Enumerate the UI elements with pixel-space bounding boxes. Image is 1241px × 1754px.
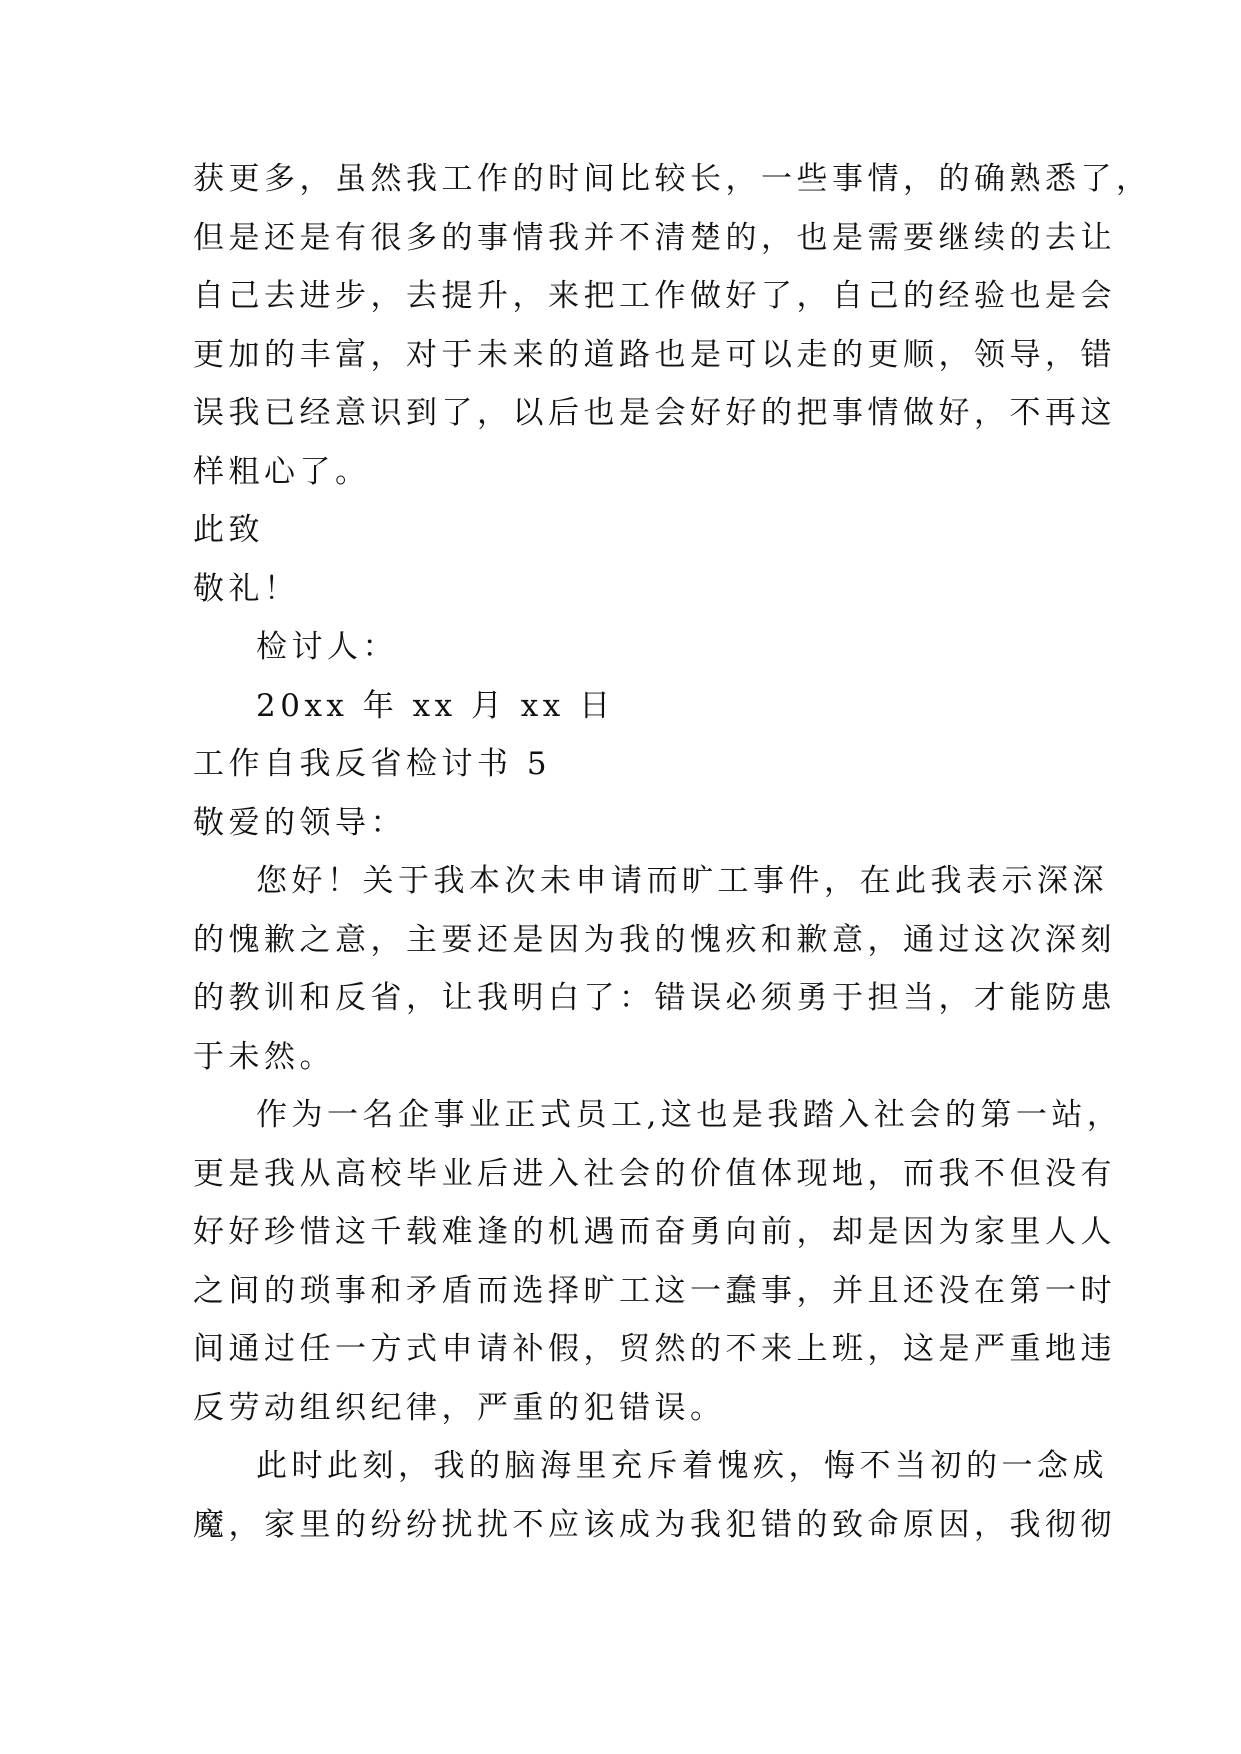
text-line: 魔，家里的纷纷扰扰不应该成为我犯错的致命原因，我彻彻 [193,1506,1116,1543]
signature-label: 检讨人： [256,629,398,665]
text-line: 更是我从高校毕业后进入社会的价值体现地，而我不但没有 [193,1155,1116,1192]
text-line: 获更多，虽然我工作的时间比较长，一些事情，的确熟悉了， [193,161,1152,197]
text-line: 间通过任一方式申请补假，贸然的不来上班，这是严重地违 [193,1331,1116,1367]
text-line: 的教训和反省，让我明白了：错误必须勇于担当，才能防患 [193,980,1116,1016]
date-line: 20xx 年 xx 月 xx 日 [256,687,615,724]
text-line: 您好！关于我本次未申请而旷工事件，在此我表示深深 [256,863,1108,899]
text-line: 于未然。 [193,1038,335,1075]
section-title: 工作自我反省检讨书 5 [193,746,552,782]
text-line: 此时此刻，我的脑海里充斥着愧疚，悔不当初的一念成 [256,1448,1108,1484]
text-line: 的愧歉之意，主要还是因为我的愧疚和歉意，通过这次深刻 [193,921,1116,958]
text-line: 样粗心了。 [193,453,371,490]
text-line: 自己去进步，去提升，来把工作做好了，自己的经验也是会 [193,278,1116,314]
text-line: 之间的琐事和矛盾而选择旷工这一蠢事，并且还没在第一时 [193,1272,1116,1309]
text-line: 反劳动组织纪律，严重的犯错误。 [193,1389,726,1426]
salutation-line: 敬礼！ [193,570,300,607]
text-line: 但是还是有很多的事情我并不清楚的，也是需要继续的去让 [193,219,1116,256]
text-line: 更加的丰富，对于未来的道路也是可以走的更顺，领导，错 [193,336,1116,373]
text-line: 好好珍惜这千载难逢的机遇而奋勇向前，却是因为家里人人 [193,1214,1116,1250]
text-line: 误我已经意识到了，以后也是会好好的把事情做好，不再这 [193,395,1116,431]
greeting-line: 敬爱的领导： [193,804,406,841]
text-line: 作为一名企事业正式员工,这也是我踏入社会的第一站， [256,1097,1123,1133]
closing-line: 此致 [193,512,264,548]
